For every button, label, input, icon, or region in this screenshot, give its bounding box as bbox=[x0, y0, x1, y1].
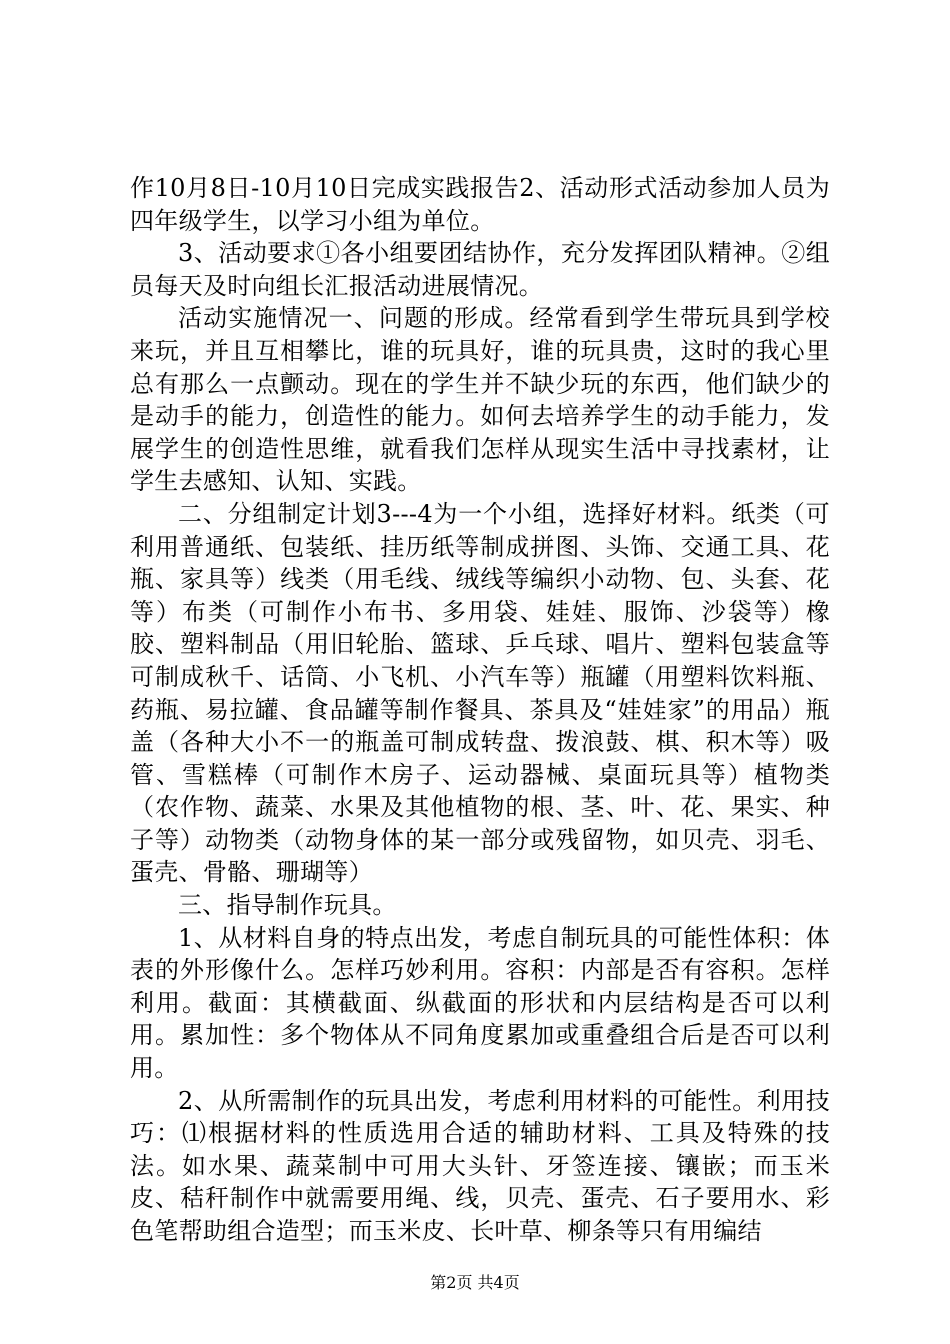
document-body bbox=[130, 172, 830, 1248]
page-footer: 第2页 共4页 bbox=[430, 1273, 520, 1292]
paragraph-3: 活动实施情况一、问题的形成。经常看到学生带玩具到学校来玩，并且互相攀比，谁的玩具好，谁的玩具贵，这时的我心里总有那么一点颤动。现在的学生并不缺少玩的东西，他们缺少的是动手的能力，创造性的能力。如何去培养学生的动手能力，发展学生的创造性思维，就看我们怎样从现实生活中寻找素材，让学生去感知、认知、实践。 bbox=[130, 304, 830, 496]
paragraph-4: 二、分组制定计划3---4为一个小组，选择好材料。纸类（可利用普通纸、包装纸、挂历纸等制成拼图、头饰、交通工具、花瓶、家具等）线类（用毛线、绒线等编织小动物、包、头套、花等）布类（可制作小布书、多用袋、娃娃、服饰、沙袋等）橡胶、塑料制品（用旧轮胎、篮球、乒乓球、唱片、塑料包装盒等可制成秋千、话筒、小飞机、小汽车等）瓶罐（用塑料饮料瓶、药瓶、易拉罐、食品罐等制作餐具、茶具及“娃娃家”的用品）瓶盖（各种大小不一的瓶盖可制成转盘、拨浪鼓、棋、积木等）吸管、雪糕棒（可制作木房子、运动器械、桌面玩具等）植物类（农作物、蔬菜、水果及其他植物的根、茎、叶、花、果实、种子等）动物类（动物身体的某一部分或残留物，如贝壳、羽毛、蛋壳、骨骼、珊瑚等） bbox=[130, 499, 830, 887]
paragraph-7: 2、从所需制作的玩具出发，考虑利用材料的可能性。利用技巧：⑴根据材料的性质选用合适的辅助材料、工具及特殊的技法。如水果、蔬菜制中可用大头针、牙签连接、镶嵌；而玉米皮、秸秆制作中就需要用绳、线，贝壳、蛋壳、石子要用水、彩色笔帮助组合造型；而玉米皮、长叶草、柳条等只有用编结 bbox=[130, 1086, 830, 1245]
paragraph-1: 作10月8日-10月10日完成实践报告2、活动形式活动参加人员为四年级学生，以学习小组为单位。 bbox=[130, 174, 830, 235]
paragraph-2: 3、活动要求①各小组要团结协作，充分发挥团队精神。②组员每天及时向组长汇报活动进展情况。 bbox=[130, 239, 830, 300]
paragraph-5: 三、指导制作玩具。 bbox=[178, 891, 397, 920]
paragraph-6: 1、从材料自身的特点出发，考虑自制玩具的可能性体积：体表的外形像什么。怎样巧妙利用。容积：内部是否有容积。怎样利用。截面：其横截面、纵截面的形状和内层结构是否可以利用。累加性：多个物体从不同角度累加或重叠组合后是否可以利用。 bbox=[130, 923, 830, 1083]
